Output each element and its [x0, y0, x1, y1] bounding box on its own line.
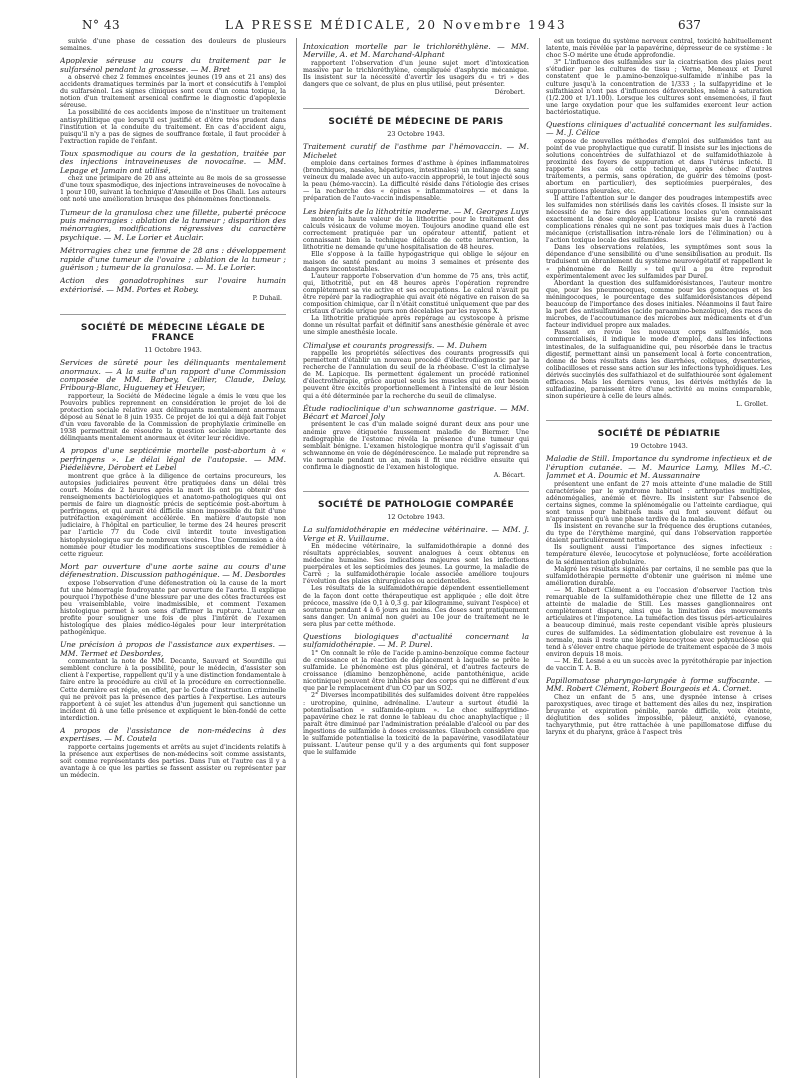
article-title: Étude radioclinique d'un schwannome gastrique. — MM. Bécart et Marcel Joly [303, 403, 529, 422]
article-title: Papillomatose pharyngo-laryngée à forme suffocante. — MM. Robert Clément, Robert Bourgeois et A. Cornet. [546, 676, 772, 694]
column-rule [296, 38, 297, 1078]
paragraph: 1° On connaît le rôle de l'acide p.amino-benzoïque comme facteur de croissance et la réaction de déplacement à laquelle se prête le sulfamide. Le phénomène est plus général, et d'autres facteurs de croissance (diamino benzophénone, acide pantothénique, acide nicotinique) peuvent être inhibés par des corps qui ne diffèrent d'eux que par le remplacement d'un CO par un SO2. [303, 649, 529, 693]
paragraph: En médecine vétérinaire, la sulfamidothérapie a donné des résultats appréciables, souvent analogues à ceux obtenus en médecine humaine. Ses indications majeures sont les infections puerpérales et les septicémies des jeunes. La gourme, la maladie de Carré ; la sulfamidothérapie locale associée améliore toujours l'évolution des plaies chirurgicales ou accidentelles. [303, 542, 529, 586]
paragraph: montrent que grâce à la diligence de certains procureurs, les autopsies judiciaires peuvent être pratiquées dans un délai très court. Moins de 2 heures après la mort ils ont pu obtenir des renseignements bactériologiques et anatomo-pathologiques qui ont permis de faire un diagnostic précis de septicémie post-abortum à perfringens, et qui aurait été difficile sinon impossible du fait d'une putréfaction exagérément accélérée. En matière d'autopsie non judiciaire, à l'hôpital en particulier, le terme des 24 heures prescrit par l'article 77 du Code civil interdit toute investigation histophysiologique sur de nombreux viscères. Une Commission a été nommée pour étudier les modifications susceptibles de remédier à cette rigueur. [60, 472, 286, 558]
paragraph: Malgré les résultats signalés par certains, il ne semble pas que la sulfamidothérapie permette d'obtenir une guérison ni même une amélioration durable. [546, 565, 772, 587]
paragraph: expose de nouvelles méthodes d'emploi des sulfamides tant au point de vue prophylactique que curatif. Il insiste sur les injections de solutions concentrées de sulfathiazol et de sulfamidothiazole à proximité des foyers de suppuration et dans l'utérus infecté. Il rapporte les cas où cette technique, après échec d'autres traitements, a permis, sans opération, de guérir des témoins (post-abortum en particulier), des septicémies puerpérales, des suppurations pleurales, etc. [546, 137, 772, 195]
article-title: Questions cliniques d'actualité concernant les sulfamides. — M. J. Célice [546, 120, 772, 138]
article-title: A propos d'une septicémie mortelle post-abortum à « perfringens ». Le délai légal de l'autopsie. — MM. Piédelièvre, Dérobert et Lebel [60, 446, 286, 473]
paragraph: suivie d'une phase de cessation des douleurs de plusieurs semaines. [60, 38, 286, 53]
paragraph: L'auteur rapporte l'observation d'un homme de 75 ans, très actif, qui, lithotritié, put en 48 heures après l'opération reprendre complètement sa vie active et ses occupations. Le calcul n'avait pu être repéré par la radiographie qui avait été négative en raison de sa composition chimique, car il n'était constitué uniquement que par des cristaux d'acide urique purs non décelables par les rayons X. [303, 272, 529, 316]
paragraph: Abordant la question des sulfamidorésistances, l'auteur montre que, pour les pneumocoques, comme pour les gonocoques et les méningocoques, le pourcentage des sulfamidorésistances dépend beaucoup de l'importance des doses initiales. Néanmoins il faut faire la part des antisulfamides (acide paraamino-benzoïque), des races de microbes, de l'accoutumance des microbes aux médicaments et d'un facteur individuel propre aux malades. [546, 279, 772, 330]
article-title: Une précision à propos de l'assistance aux expertises. — MM. Termet et Desbordes, [60, 640, 286, 658]
article-title: Maladie de Still. Importance du syndrome infectieux et de l'éruption cutanée. — M. Maurice Lamy, Mlles M.-C. Jammet et A. Doumic et M. Aussannaire [546, 454, 772, 481]
paragraph: Elle s'oppose à la taille hypogastrique qui oblige le séjour en maison de santé pendant au moins 3 semaines et présente des dangers incontestables. [303, 251, 529, 273]
paragraph: Chez un enfant de 5 ans, une dyspnée intense à crises paroxystiques, avec tirage et battement des ailes du nez, inspiration bruyante et expiration pénible, parole difficile, voix éteinte, déglutition des solides impossible, pâleur, anxiété, cyanose, tachyarythmie, put être rattachée à une papillomatose diffuse du larynx et du pharynx, grâce à l'aspect très [546, 693, 772, 737]
session-date: 11 Octobre 1943. [144, 346, 202, 355]
column-left [60, 38, 286, 1078]
paragraph: 2° Diverses incompatibilités des sulfamides doivent être rappelées : urotropine, quinine, adrénaline. L'auteur a surtout étudié la potentialisation « sulfamide-opium ». Le choc sulfapyridino-papavérine chez le rat donne le tableau du choc anaphylactique ; il paraît être diminué par l'administration préalable d'alcool ou par des ingestions de sulfamide à doses croissantes. Glauboch considère que le sulfamide potentialise la toxicité de la papavérine, vasodilatateur puissant. L'auteur pense qu'il y a des arguments qui font supposer que le sulfamide [303, 692, 529, 757]
paragraph: rapporte certains jugements et arrêts au sujet d'incidents relatifs à la présence aux expertises de non-médecins soit comme assistants, soit comme représentants des parties. Dans l'un et l'autre cas il y a avantage à ce que les parties se fassent assister ou représenter par un médecin. [60, 743, 286, 780]
paragraph: Les résultats de la sulfamidothérapie dépendent essentiellement de la façon dont cette thérapeutique est appliquée ; elle doit être précoce, massive (de 0,1 à 0,3 g. par kilogramme, suivant l'espèce) et soutenue pendant 4 à 6 jours au moins. Ces doses sont pratiquement sans danger. Un animal non guéri au 10e jour de traitement ne le sera plus par cette méthode. [303, 585, 529, 628]
paragraph: a observé chez 2 femmes enceintes jeunes (19 ans et 21 ans) des accidents dramatiques terminés par la mort et consécutifs à l'emploi du sulfarsénol. Les signes cliniques sont ceux d'un coma toxique, la notion d'un traitement arsenical confirme le diagnostic d'apoplexie séreuse. [60, 74, 286, 110]
author-signature: L. Grollet. [736, 401, 768, 409]
session-date: 12 Octobre 1943. [387, 513, 445, 522]
author-signature: P. Duhail. [252, 295, 282, 303]
paragraph: chez une primipare de 20 ans atteinte au 8e mois de sa grossesse d'une toux spasmodique, des injections intraveineuses de novocaïne à 1 pour 100, suivant la technique d'Ameuille et Dos Ghali. Les auteurs ont noté une amélioration brusque des phénomènes fonctionnels. [60, 175, 286, 204]
page-body [60, 38, 772, 1078]
paragraph: 3° L'influence des sulfamides sur la cicatrisation des plaies peut s'étudier par les cultures de tissu ; Verne, Meneaux et Durel constatent que le p.amino-benzoïque-sulfamide n'inhibe pas la culture jusqu'à la concentration de 1/333 ; la sulfapyridine et le sulfathiazol n'ont pas d'influences défavorables, même à saturation (1/2.200 et 1/1.100). Lorsque les cultures sont ensemencées, il faut une large oxydation pour que les sulfamides exercent leur action bactériostatique. [546, 59, 772, 116]
paragraph: La lithotritie pratiquée après repérage au cystoscope à prisme donne un résultat parfait et définitif sans anesthésie générale et avec une simple anesthésie locale. [303, 315, 529, 337]
paragraph: — M. Ed. Lesné a eu un succès avec la pyrétothérapie par injection de vaccin T. A. B. [546, 657, 772, 672]
session-date: 19 Octobre 1943. [630, 442, 688, 451]
paragraph: Ils insistent en revanche sur la fréquence des éruptions cutanées, du type de l'érythème marginé, qui dans l'observation rapportée étaient particulièrement nettes. [546, 523, 772, 545]
article-title: Mort par ouverture d'une aorte saine au cours d'une défenestration. Discussion pathogénique. — M. Desbordes [60, 561, 286, 580]
paragraph: Ils soulignent aussi l'importance des signes infectieux : température élevée, leucocytose et polynucléose, forte accélération de la sédimentation globulaire. [546, 544, 772, 566]
journal-title: LA PRESSE MÉDICALE, 20 Novembre 1943 [225, 18, 567, 32]
column-rule [539, 38, 540, 1078]
paragraph: présentent une enfant de 27 mois atteinte d'une maladie de Still caractérisée par le syndrome habituel : arthropaties multiples, adénomégalies, anémie et fièvre. Ils insistent sur l'absence de certains signes, comme la splénomégalie ou l'atteinte cardiaque, qui sont tenus pour habituels mais qui font souvent défaut ou n'apparaissent qu'à une phase tardive de la maladie. [546, 480, 772, 523]
column-right [546, 38, 772, 1078]
paragraph: Passant en revue les nouveaux corps sulfamidés, non commercialisés, il indique le mode d'emploi, dans les infections intestinales, de la sulfaguanidine qui, peu résorbée dans le tractus digestif, permettant ainsi un pansement local à forte concentration, donne de bons résultats dans les diarrhées, coliques, dysenteries, colibacilloses et resse sans action sur les infections typhoïdiques. Les dérivés succinylés des sulfathiazol et de sulfathiourée sont également efficaces. Mais les derniers venus, les dérivés méthylés de la sulfadiazine, paraissent être d'une activité au moins comparable, sinon supérieure à celle de leurs aînés. [546, 329, 772, 401]
paragraph: commentant la note de MM. Decante, Sauvard et Sourdille qui semblent conclure à la possibilité, pour le médecin, d'assister son client à l'expertise, rappellent qu'il y a une distinction fondamentale à faire entre la procédure au civil et la procédure en correctionnelle. Cette dernière est régie, en effet, par le Code d'instruction criminelle qui ne prévoit pas la présence des parties à l'expertise. Les auteurs rapportent à ce sujet les attendus d'un jugement qui sanctionne un incident dû à une telle présence et expliquent le bien-fondé de cette interdiction. [60, 658, 286, 722]
article-title: Les bienfaits de la lithotritie moderne. — M. Georges Luys [303, 206, 529, 216]
paragraph: La possibilité de ces accidents impose de n'instituer un traitement antisyphilitique que lorsqu'il est justifié et d'être très prudent dans l'institution et la conduite du traitement. En cas d'accident aigu, puisqu'il n'y a pas de signes de souffrance fœtale, il faut procéder à l'extraction rapide de l'enfant. [60, 109, 286, 145]
article-title: Action des gonadotrophines sur l'ovaire humain extériorisé. — MM. Portes et Robey. [60, 276, 286, 294]
article-title: Intoxication mortelle par le trichloréthylène. — MM. Merville, A. et M. Marchand-Alphant [303, 42, 529, 60]
column-middle [303, 38, 529, 1078]
paragraph: — M. Robert Clément a eu l'occasion d'observer l'action très remarquable de la sulfamidothérapie chez une fillette de 12 ans atteinte de maladie de Still. Les masses ganglionnaires ont complètement disparu, ainsi que la limitation des mouvements articulaires et l'impotence. La tuméfaction des tissus péri-articulaires a beaucoup diminué, mais reste cependant visible après plusieurs cures de sulfamides. La sédimentation globulaire est revenue à la normale, mais il reste une légère leucocytose avec polynucléose qui tend à s'élever entre chaque période de traitement espacée de 3 mois environ depuis 18 mois. [546, 586, 772, 658]
article-title: Services de sûreté pour les délinquants mentalement anormaux. — A la suite d'un rapport d'une Commission composée de MM. Barbey, Ceillier, Claude, Delay, Fribourg-Blanc, Hugueney et Heuyer, [60, 358, 286, 393]
session-date: 23 Octobre 1943. [387, 130, 445, 139]
paragraph: montre la haute valeur de la lithotritie pour le traitement des calculs vésicaux de volume moyen. Toujours anodine quand elle est correctement pratiquée par un opérateur attentif, patient et connaissant bien la technique délicate de cette intervention, la lithotritie ne demande qu'une hospitalisation de 48 heures. [303, 215, 529, 252]
article-title: La sulfamidothérapie en médecine vétérinaire. — MM. J. Verge et R. Vuillaume. [303, 525, 529, 543]
section-heading: SOCIÉTÉ DE MÉDECINE DE PARIS [303, 108, 529, 127]
paragraph: Dans les observations relatées, les symptômes sont sous la dépendance d'une sensibilité ou d'une sensibilisation au produit. Ils traduisent un ébranlement du système neurovégétatif et rappellent le « phénomène de Reilly » tel qu'il a pu être reproduit expérimentalement avec les sulfamides par Durel. [546, 244, 772, 280]
article-title: Toux spasmodique au cours de la gestation, traitée par des injections intraveineuses de novocaïne. — MM. Lepage et Jamain ont utilisé, [60, 148, 286, 175]
paragraph: est un toxique du système nerveux central, toxicité habituellement latente, mais révélée par la papavérine, dépresseur de ce système : le choc S-O mérite une étude approfondie. [546, 38, 772, 60]
article-title: Climalyse et courants progressifs. — M. Duhem [303, 340, 487, 350]
page-number: 637 [678, 18, 701, 32]
article-title: Apoplexie séreuse au cours du traitement par le sulfarsénol pendant la grossesse. — M. Bret [60, 56, 286, 74]
section-heading: SOCIÉTÉ DE MÉDECINE LÉGALE DE FRANCE [60, 314, 286, 343]
paragraph: expose l'observation d'une défenestration où la cause de la mort fut une hémorragie foudroyante par ouverture de l'aorte. Il explique pourquoi l'hypothèse d'une blessure par une des côtes fracturées est peu vraisemblable, voire inadmissible, et comment l'examen histologique permet à son sens d'affirmer la rupture. L'auteur en profite pour souligner une fois de plus l'intérêt de l'examen histologique des plaies médico-légales pour leur interprétation pathogénique. [60, 579, 286, 637]
article-title: Métrorragies chez une femme de 28 ans : développement rapide d'une tumeur de l'ovaire ; ablation de la tumeur ; guérison ; tumeur de la granulosa. — M. Le Lorier. [60, 246, 286, 272]
section-heading: SOCIÉTÉ DE PÉDIATRIE [546, 420, 772, 439]
paragraph: Il attire l'attention sur le danger des poudrages intempestifs avec les sulfamides non stérilisés dans les cavités closes. Il insiste sur la nécessité de ne faire des applications locales qu'en connaissant exactement la dose employée. L'auteur insiste sur la rareté des complications rénales qui ne sont pas toxiques mais dues à l'action mécanique (cristallisation intra-rénale lors de l'élimination) ou à l'action toxique locale des sulfamides. [546, 194, 772, 245]
article-title: Tumeur de la granulosa chez une fillette, puberté précoce puis ménorragies : ablation de la tumeur ; disparition des ménorragies, modifications régressives du caractère psychique. — M. Le Lorier et Auclair. [60, 207, 286, 242]
issue-number: N° 43 [82, 18, 121, 32]
page-header [0, 0, 800, 36]
paragraph: rapportent l'observation d'un jeune sujet mort d'intoxication massive par le trichloréthylène, compliquée d'asphyxie mécanique. Ils insistent sur la nécessité d'avertir les usagers du « tri » des dangers que ce solvant, de plus en plus utilisé, peut présenter. [303, 59, 529, 89]
paragraph: emploie dans certaines formes d'asthme à épines inflammatoires (bronchiques, nasales, hépatiques, intestinales) un mélange du sang veineux du malade avec un auto-vaccin approprié, le tout injecté sous la peau (hémo-vaccin). La difficulté réside dans l'étiologie des crises — la recherche des « épines » inflammatoires — et dans la préparation de l'auto-vaccin indispensable. [303, 160, 529, 203]
paragraph: présentent le cas d'un malade soigné durant deux ans pour une anémie grave étiquetée faussement maladie de Biermer. Une radiographie de l'estomac révéla la présence d'une tumeur qui semblait bénigne. L'examen histologique montra qu'il s'agissait d'un schwannome en voie de dégénérescence. Le malade put reprendre sa vie normale pendant un an, mais il fit une récidive ensuite qui confirma le diagnostic de l'examen histologique. [303, 421, 529, 471]
paragraph: rapporteur, la Société de Médecine légale a émis le vœu que les Pouvoirs publics reprennent en considération le projet de loi de protection sociale relative aux délinquants mentalement anormaux déposé au Sénat le 8 juin 1935. Ce projet de loi qui a déjà fait l'objet d'un vœu favorable de la Commission de prophylaxie criminelle en 1938 permettrait de résoudre la question sociale importante des délinquants mentalement anormaux et éviter leur récidive. [60, 392, 286, 443]
article-title: Traitement curatif de l'asthme par l'hémovaccin. — M. Michelet [303, 142, 529, 160]
author-signature: Dérobert. [494, 89, 525, 97]
article-title: Questions biologiques d'actualité concernant la sulfamidothérapie. — M. P. Durel. [303, 632, 529, 650]
author-signature: A. Bécart. [493, 472, 525, 480]
section-heading: SOCIÉTÉ DE PATHOLOGIE COMPARÉE [303, 491, 529, 510]
article-title: A propos de l'assistance de non-médecins à des expertises. — M. Coutela [60, 726, 286, 744]
paragraph: rappelle les propriétés sélectives des courants progressifs qui permettent d'établir un nouveau procédé d'électrodiagnostic par la recherche de l'annulation du seuil de la rhéobase. C'est la climalyse de M. Lapicque. Ils permettent également un procédé rationnel d'électrothérapie, grâce auquel seuls les muscles qui en ont besoin peuvent être excités proportionnellement à l'intensité de leur lésion qui a été déterminée par la recherche du seuil de climalyse. [303, 349, 529, 400]
